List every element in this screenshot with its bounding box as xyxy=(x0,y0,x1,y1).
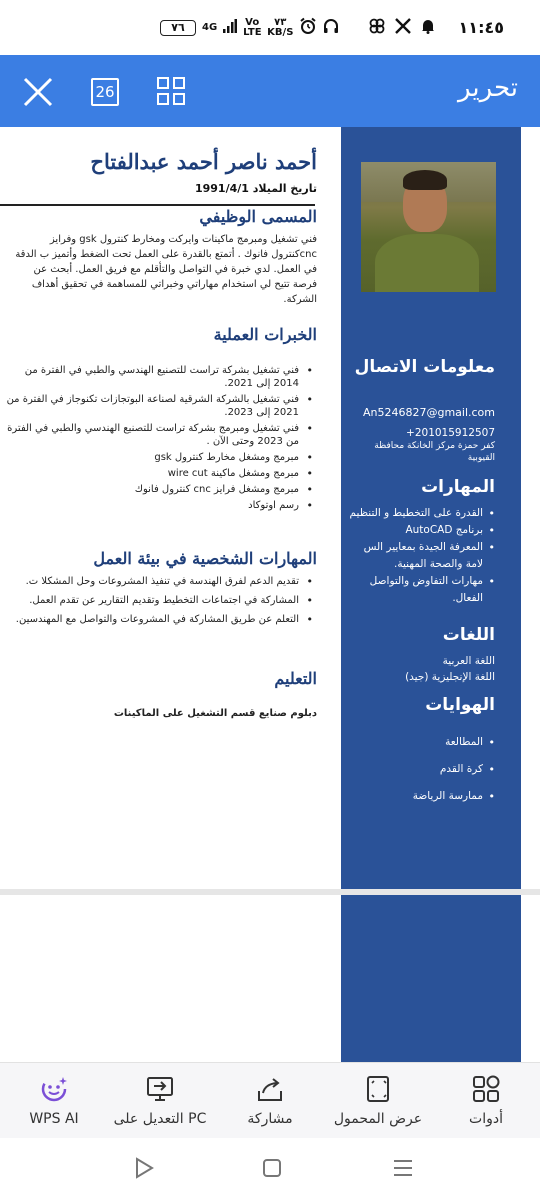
skill-item: • المعرفة الجيدة بمعايير الس لامة والصحة المهنية. xyxy=(345,539,495,573)
battery-indicator: ٧٦ xyxy=(160,20,196,36)
languages-heading: اللغات xyxy=(442,625,495,645)
network-speed-unit: KB/S xyxy=(267,26,294,38)
clock: ١١:٤٥ xyxy=(458,18,504,37)
pc-edit-label: التعديل على PC xyxy=(113,1111,207,1127)
x-notification-icon xyxy=(395,18,411,38)
soft-skill-item: • المشاركة في اجتماعات التخطيط وتقديم التقارير عن تقدم العمل. xyxy=(2,594,317,607)
share-icon xyxy=(220,1073,320,1105)
experience-list xyxy=(2,364,317,515)
grid-icon xyxy=(157,77,169,89)
recents-button[interactable] xyxy=(391,1156,415,1180)
bottom-toolbar xyxy=(0,1062,540,1138)
back-triangle-icon xyxy=(132,1156,156,1180)
mobile-view-button[interactable] xyxy=(328,1073,428,1127)
contact-phone: +201015912507 xyxy=(406,427,495,439)
job-title-text: فني تشغيل ومبرمج ماكينات وايركت ومخارط كنترول gsk وفرايز cncكنترول فانوك . أتمتع بالقدرة على العمل تحت الضغط وأتميز ب الدقة في العمل. لدي خبرة في التواصل والتأقلم مع فريق العمل. أبحث عن فرصة تتيح لي استخدام مهاراتي وخبراتي للمساهمة في تحقيق أهداف الشركة. xyxy=(15,234,317,305)
hobbies-list xyxy=(345,734,495,805)
document-viewer[interactable] xyxy=(0,127,540,1062)
job-title-heading: المسمى الوظيفي xyxy=(199,207,317,226)
mobile-view-label: عرض المحمول xyxy=(333,1111,423,1127)
contact-email: An5246827@gmail.com xyxy=(362,406,495,419)
hobby-item: • المطالعة xyxy=(345,734,495,751)
network-speed xyxy=(267,18,293,38)
tools-button[interactable] xyxy=(436,1073,536,1127)
experience-item: • رسم اوتوكاد xyxy=(2,499,317,512)
grid-view-button[interactable] xyxy=(157,77,185,105)
status-bar-right xyxy=(369,18,504,38)
skills-heading: المهارات xyxy=(421,477,495,497)
app-notification-icon xyxy=(369,18,385,38)
language-arabic: اللغة العربية xyxy=(442,655,495,667)
soft-skill-item: • التعلم عن طريق المشاركة في المشروعات والتواصل مع المهندسين. xyxy=(2,613,317,626)
profile-photo xyxy=(361,162,496,292)
network-speed-value: ٧٣ xyxy=(274,16,287,28)
system-navigation-bar xyxy=(0,1138,540,1200)
name-divider xyxy=(0,204,315,206)
menu-lines-icon xyxy=(391,1156,415,1180)
experience-item: • فني تشغيل ومبرمج بشركة تراست للتصنيع الهندسي والطبي في الفترة من 2023 وحتى الآن . xyxy=(2,422,317,448)
page-count-button[interactable]: 26 xyxy=(91,78,119,106)
soft-skills-list xyxy=(2,575,317,629)
status-bar xyxy=(0,0,540,55)
experience-heading: الخبرات العملية xyxy=(213,325,317,344)
skill-item: • مهارات التفاوض والتواصل الفعال. xyxy=(345,573,495,607)
language-english: اللغة الإنجليزية (جيد) xyxy=(405,671,495,683)
network-4g-indicator: 4G xyxy=(202,21,218,33)
experience-item: • مبرمج ومشغل ماكينة wire cut xyxy=(2,467,317,480)
experience-item: • مبرمج ومشغل مخارط كنترول gsk xyxy=(2,451,317,464)
status-bar-left xyxy=(160,17,339,39)
skill-item: • برنامج AutoCAD xyxy=(345,522,495,539)
bell-icon xyxy=(421,18,435,38)
contact-address: كفر حمزة مركز الخانكة محافظة القيوبية xyxy=(374,441,495,463)
document-toolbar xyxy=(0,55,540,127)
hobbies-heading: الهوايات xyxy=(425,695,495,715)
share-button[interactable] xyxy=(220,1073,320,1127)
education-text: دبلوم صنايع قسم التشغيل على الماكينات xyxy=(113,708,317,719)
close-button[interactable] xyxy=(22,76,54,108)
pc-edit-icon xyxy=(110,1073,210,1105)
signal-icon xyxy=(223,18,237,37)
home-button[interactable] xyxy=(260,1156,284,1180)
resume-name: أحمد ناصر أحمد عبدالفتاح xyxy=(90,149,317,174)
skills-list xyxy=(345,505,495,607)
education-heading: التعليم xyxy=(274,669,317,688)
experience-item: • فني تشغيل بالشركة الشرقية لصناعة البوتجازات تكنوجاز في الفترة من 2021 إلى 2023. xyxy=(2,393,317,419)
resume-main-column xyxy=(0,127,341,889)
pc-edit-button[interactable] xyxy=(110,1073,210,1127)
hobby-item: • كرة القدم xyxy=(345,761,495,778)
contact-heading: معلومات الاتصال xyxy=(354,357,495,377)
wps-ai-button[interactable] xyxy=(4,1073,104,1127)
resume-sidebar-page-2 xyxy=(341,895,521,1062)
date-of-birth: تاريخ الميلاد 1991/4/1 xyxy=(194,182,317,195)
skill-item: • القدرة على التخطيط و التنظيم xyxy=(345,505,495,522)
soft-skills-heading: المهارات الشخصية في بيئة العمل xyxy=(93,549,317,568)
headphones-icon xyxy=(323,18,339,38)
home-square-icon xyxy=(260,1156,284,1180)
wps-ai-icon xyxy=(4,1073,104,1105)
mobile-view-icon xyxy=(328,1073,428,1105)
share-label: مشاركة xyxy=(247,1111,293,1127)
tools-icon xyxy=(436,1073,536,1105)
experience-item: • فني تشغيل بشركة تراست للتصنيع الهندسي والطبي في الفترة من 2014 إلى 2021. xyxy=(2,364,317,390)
back-button[interactable] xyxy=(132,1156,156,1180)
experience-item: • مبرمج ومشغل فرايز cnc كنترول فانوك xyxy=(2,483,317,496)
wps-ai-label: WPS AI xyxy=(29,1111,79,1127)
volte-indicator: Vo LTE xyxy=(243,16,262,38)
tools-label: أدوات xyxy=(469,1111,503,1127)
edit-button[interactable]: تحرير xyxy=(458,73,518,103)
close-icon xyxy=(22,76,54,108)
resume-sidebar xyxy=(341,127,521,889)
alarm-icon xyxy=(299,17,317,39)
hobby-item: • ممارسة الرياضة xyxy=(345,788,495,805)
soft-skill-item: • تقديم الدعم لفرق الهندسة في تنفيذ المشروعات وحل المشكلا ت. xyxy=(2,575,317,588)
